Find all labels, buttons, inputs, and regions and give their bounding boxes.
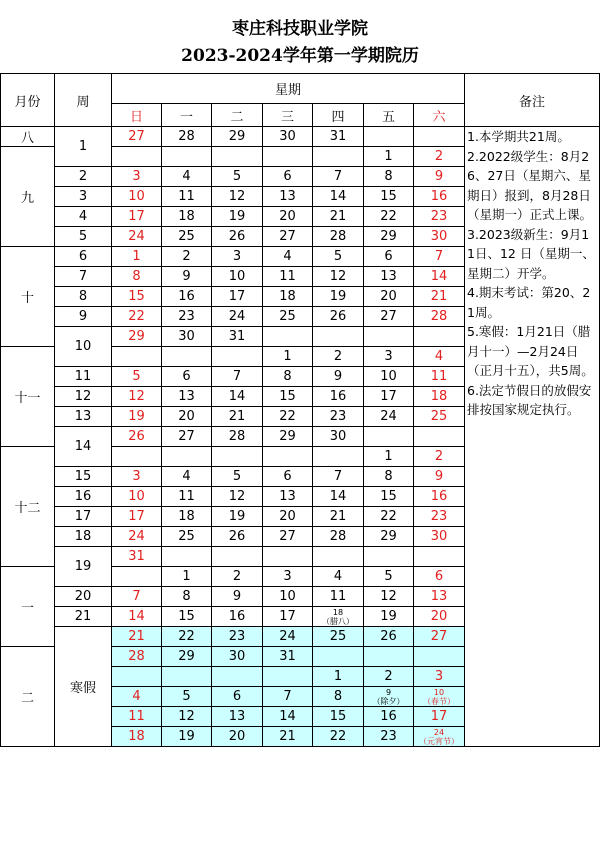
day-cell <box>414 427 465 447</box>
day-cell: 4 <box>414 347 465 367</box>
week-cell: 13 <box>55 407 112 427</box>
day-cell: 1 <box>263 347 313 367</box>
day-cell: 11 <box>162 187 212 207</box>
day-cell: 26 <box>313 307 364 327</box>
day-header-wed: 三 <box>263 104 313 127</box>
week-cell: 2 <box>55 167 112 187</box>
day-cell: 22 <box>364 507 414 527</box>
day-cell <box>263 547 313 567</box>
week-cell: 7 <box>55 267 112 287</box>
day-cell: 11 <box>162 487 212 507</box>
day-cell: 14 <box>263 707 313 727</box>
day-cell: 25 <box>263 307 313 327</box>
day-cell: 2 <box>162 247 212 267</box>
day-cell: 29 <box>263 427 313 447</box>
note-item: 1.本学期共21周。 <box>467 129 570 144</box>
day-cell: 9 <box>212 587 263 607</box>
day-cell: 17 <box>414 707 465 727</box>
note-item: 4.期末考试：第20、21周。 <box>467 285 591 320</box>
day-cell: 16 <box>162 287 212 307</box>
day-cell <box>212 447 263 467</box>
day-cell: 15 <box>364 487 414 507</box>
day-cell: 11 <box>112 707 162 727</box>
day-cell <box>112 567 162 587</box>
day-cell: 27 <box>364 307 414 327</box>
day-cell: 11 <box>414 367 465 387</box>
day-cell: 9 （除夕） <box>364 687 414 707</box>
day-cell: 17 <box>364 387 414 407</box>
day-cell: 6 <box>263 167 313 187</box>
day-cell: 7 <box>414 247 465 267</box>
day-cell: 23 <box>364 727 414 747</box>
month-cell: 十二 <box>1 447 55 567</box>
day-cell <box>112 147 162 167</box>
day-cell: 19 <box>364 607 414 627</box>
day-cell <box>162 147 212 167</box>
day-cell: 27 <box>263 227 313 247</box>
day-cell: 6 <box>162 367 212 387</box>
day-cell: 28 <box>313 527 364 547</box>
day-cell: 28 <box>162 127 212 147</box>
day-cell: 3 <box>212 247 263 267</box>
day-cell: 17 <box>212 287 263 307</box>
day-cell: 6 <box>263 467 313 487</box>
week-cell: 19 <box>55 547 112 587</box>
week-cell: 1 <box>55 127 112 167</box>
day-cell <box>313 327 364 347</box>
day-cell: 10 <box>263 587 313 607</box>
day-cell: 21 <box>313 207 364 227</box>
day-cell: 26 <box>212 527 263 547</box>
day-cell: 27 <box>112 127 162 147</box>
week-cell: 21 <box>55 607 112 627</box>
day-cell: 10 <box>112 187 162 207</box>
day-cell: 18 （腊八） <box>313 607 364 627</box>
day-cell <box>212 667 263 687</box>
week-cell: 14 <box>55 427 112 467</box>
day-cell <box>212 147 263 167</box>
day-cell <box>212 347 263 367</box>
day-cell: 14 <box>313 187 364 207</box>
day-cell <box>414 127 465 147</box>
day-cell <box>313 447 364 467</box>
day-cell <box>364 647 414 667</box>
day-cell: 13 <box>263 187 313 207</box>
day-cell: 27 <box>162 427 212 447</box>
month-cell: 二 <box>1 647 55 747</box>
day-cell: 31 <box>263 647 313 667</box>
day-cell: 9 <box>414 167 465 187</box>
day-cell: 8 <box>112 267 162 287</box>
day-cell: 27 <box>263 527 313 547</box>
winter-break-cell: 寒假 <box>55 627 112 747</box>
day-cell: 10 <box>364 367 414 387</box>
day-cell: 24 <box>112 527 162 547</box>
day-cell: 13 <box>263 487 313 507</box>
day-cell: 7 <box>112 587 162 607</box>
week-cell: 11 <box>55 367 112 387</box>
week-cell: 6 <box>55 247 112 267</box>
day-cell: 26 <box>212 227 263 247</box>
day-cell: 5 <box>112 367 162 387</box>
day-cell: 24 <box>212 307 263 327</box>
day-cell: 11 <box>263 267 313 287</box>
day-cell: 7 <box>313 167 364 187</box>
day-cell: 2 <box>364 667 414 687</box>
week-cell: 15 <box>55 467 112 487</box>
week-cell: 3 <box>55 187 112 207</box>
day-cell: 23 <box>313 407 364 427</box>
day-cell: 13 <box>212 707 263 727</box>
day-cell: 4 <box>162 167 212 187</box>
day-cell: 20 <box>414 607 465 627</box>
day-cell: 1 <box>313 667 364 687</box>
day-cell: 10 <box>212 267 263 287</box>
day-cell: 20 <box>212 727 263 747</box>
day-cell: 8 <box>364 167 414 187</box>
day-cell: 31 <box>112 547 162 567</box>
day-cell: 15 <box>162 607 212 627</box>
day-cell <box>313 547 364 567</box>
day-cell: 13 <box>162 387 212 407</box>
day-cell: 14 <box>212 387 263 407</box>
day-cell: 4 <box>112 687 162 707</box>
day-cell: 30 <box>313 427 364 447</box>
day-cell: 24 <box>364 407 414 427</box>
day-cell: 12 <box>313 267 364 287</box>
weekday-group-header: 星期 <box>112 74 465 104</box>
day-cell <box>263 147 313 167</box>
day-cell: 14 <box>313 487 364 507</box>
day-cell <box>414 647 465 667</box>
day-cell <box>112 667 162 687</box>
day-cell: 18 <box>162 507 212 527</box>
week-cell: 17 <box>55 507 112 527</box>
day-cell: 30 <box>414 527 465 547</box>
day-cell: 21 <box>212 407 263 427</box>
day-cell: 21 <box>263 727 313 747</box>
day-cell: 1 <box>162 567 212 587</box>
day-cell: 1 <box>112 247 162 267</box>
day-cell: 30 <box>263 127 313 147</box>
day-cell: 10 <box>112 487 162 507</box>
day-cell: 31 <box>212 327 263 347</box>
day-cell: 28 <box>313 227 364 247</box>
day-cell <box>364 127 414 147</box>
day-cell: 16 <box>313 387 364 407</box>
day-cell <box>162 667 212 687</box>
day-cell: 29 <box>364 527 414 547</box>
day-cell: 28 <box>212 427 263 447</box>
day-cell: 5 <box>313 247 364 267</box>
day-cell: 31 <box>313 127 364 147</box>
day-cell: 14 <box>112 607 162 627</box>
day-cell: 17 <box>112 207 162 227</box>
day-cell: 25 <box>414 407 465 427</box>
day-cell: 7 <box>212 367 263 387</box>
day-cell <box>263 667 313 687</box>
day-cell: 18 <box>414 387 465 407</box>
day-cell: 3 <box>112 467 162 487</box>
day-cell <box>212 547 263 567</box>
month-cell: 一 <box>1 567 55 647</box>
day-cell: 7 <box>313 467 364 487</box>
day-cell: 24 <box>112 227 162 247</box>
day-cell: 28 <box>112 647 162 667</box>
day-cell <box>364 547 414 567</box>
day-cell: 19 <box>112 407 162 427</box>
day-cell: 23 <box>414 207 465 227</box>
day-cell: 29 <box>212 127 263 147</box>
day-cell: 3 <box>263 567 313 587</box>
week-cell: 18 <box>55 527 112 547</box>
day-cell <box>263 327 313 347</box>
day-cell: 16 <box>364 707 414 727</box>
day-cell: 18 <box>162 207 212 227</box>
day-cell: 21 <box>313 507 364 527</box>
day-cell: 6 <box>364 247 414 267</box>
day-cell: 22 <box>364 207 414 227</box>
day-cell <box>364 327 414 347</box>
day-cell: 27 <box>414 627 465 647</box>
day-header-tue: 二 <box>212 104 263 127</box>
day-cell: 22 <box>313 727 364 747</box>
day-cell: 1 <box>364 447 414 467</box>
day-cell: 29 <box>112 327 162 347</box>
week-cell: 12 <box>55 387 112 407</box>
day-cell: 25 <box>162 527 212 547</box>
day-cell <box>263 447 313 467</box>
day-cell: 6 <box>212 687 263 707</box>
day-cell: 9 <box>313 367 364 387</box>
day-cell <box>313 147 364 167</box>
day-cell: 20 <box>263 207 313 227</box>
day-cell: 26 <box>364 627 414 647</box>
day-cell: 13 <box>414 587 465 607</box>
note-item: 2.2022级学生：8月26、27日（星期六、星期日）报到，8月28日（星期一）正式上课。 <box>467 148 593 222</box>
note-item: 5.寒假：1月21日（腊月十一）—2月24日（正月十五），共5周。 <box>467 324 594 378</box>
day-cell: 15 <box>364 187 414 207</box>
day-cell: 30 <box>414 227 465 247</box>
day-cell: 28 <box>414 307 465 327</box>
day-cell: 5 <box>364 567 414 587</box>
day-cell: 8 <box>263 367 313 387</box>
day-cell: 22 <box>162 627 212 647</box>
week-cell: 9 <box>55 307 112 327</box>
week-cell: 20 <box>55 587 112 607</box>
day-cell: 23 <box>212 627 263 647</box>
day-cell <box>414 547 465 567</box>
calendar-title: 2023-2024学年第一学期院历 <box>181 46 419 66</box>
day-cell: 9 <box>414 467 465 487</box>
day-cell: 8 <box>313 687 364 707</box>
day-cell: 19 <box>212 207 263 227</box>
day-cell: 20 <box>364 287 414 307</box>
day-cell: 10 （春节） <box>414 687 465 707</box>
day-header-sun: 日 <box>112 104 162 127</box>
day-cell: 16 <box>212 607 263 627</box>
notes-header: 备注 <box>465 74 600 127</box>
day-cell <box>112 447 162 467</box>
day-cell: 18 <box>263 287 313 307</box>
day-cell: 20 <box>162 407 212 427</box>
day-cell: 11 <box>313 587 364 607</box>
week-cell: 10 <box>55 327 112 367</box>
month-cell: 十一 <box>1 347 55 447</box>
day-cell: 30 <box>162 327 212 347</box>
day-cell: 18 <box>112 727 162 747</box>
week-cell: 4 <box>55 207 112 227</box>
note-item: 6.法定节假日的放假安排按国家规定执行。 <box>467 382 592 417</box>
day-cell: 23 <box>414 507 465 527</box>
day-header-sat: 六 <box>414 104 465 127</box>
day-cell <box>162 447 212 467</box>
day-cell <box>162 347 212 367</box>
day-cell: 2 <box>212 567 263 587</box>
day-cell: 20 <box>263 507 313 527</box>
day-cell: 22 <box>263 407 313 427</box>
day-cell: 14 <box>414 267 465 287</box>
day-cell <box>162 547 212 567</box>
day-cell: 12 <box>364 587 414 607</box>
week-cell: 8 <box>55 287 112 307</box>
day-cell: 15 <box>263 387 313 407</box>
day-cell: 13 <box>364 267 414 287</box>
day-cell: 4 <box>313 567 364 587</box>
notes-cell <box>465 127 600 747</box>
day-cell: 1 <box>364 147 414 167</box>
day-cell: 15 <box>112 287 162 307</box>
table-row <box>1 127 600 147</box>
day-cell <box>364 427 414 447</box>
day-cell <box>313 647 364 667</box>
day-cell: 6 <box>414 567 465 587</box>
day-cell: 2 <box>414 147 465 167</box>
school-name: 枣庄科技职业学院 <box>232 19 368 39</box>
day-cell: 2 <box>313 347 364 367</box>
day-header-fri: 五 <box>364 104 414 127</box>
day-cell <box>414 327 465 347</box>
day-cell: 4 <box>162 467 212 487</box>
day-cell: 23 <box>162 307 212 327</box>
week-cell: 5 <box>55 227 112 247</box>
day-cell: 3 <box>414 667 465 687</box>
day-cell: 24 <box>263 627 313 647</box>
day-cell: 12 <box>212 487 263 507</box>
day-cell: 12 <box>212 187 263 207</box>
day-cell: 12 <box>112 387 162 407</box>
day-cell: 25 <box>313 627 364 647</box>
day-cell: 29 <box>364 227 414 247</box>
day-cell: 19 <box>313 287 364 307</box>
day-cell: 3 <box>364 347 414 367</box>
month-header: 月份 <box>1 74 55 127</box>
day-cell: 19 <box>212 507 263 527</box>
day-cell: 16 <box>414 187 465 207</box>
day-cell: 3 <box>112 167 162 187</box>
day-cell: 12 <box>162 707 212 727</box>
day-cell: 21 <box>414 287 465 307</box>
day-cell: 9 <box>162 267 212 287</box>
day-cell: 4 <box>263 247 313 267</box>
day-cell: 2 <box>414 447 465 467</box>
day-cell: 8 <box>162 587 212 607</box>
day-cell: 29 <box>162 647 212 667</box>
day-cell: 5 <box>212 467 263 487</box>
day-cell: 26 <box>112 427 162 447</box>
month-cell: 十 <box>1 247 55 347</box>
day-cell: 17 <box>112 507 162 527</box>
day-cell: 25 <box>162 227 212 247</box>
day-cell: 30 <box>212 647 263 667</box>
day-cell: 8 <box>364 467 414 487</box>
month-cell: 九 <box>1 147 55 247</box>
day-cell <box>112 347 162 367</box>
academic-calendar-table <box>0 73 600 747</box>
day-cell: 15 <box>313 707 364 727</box>
day-cell: 21 <box>112 627 162 647</box>
day-header-thu: 四 <box>313 104 364 127</box>
day-cell: 17 <box>263 607 313 627</box>
month-cell: 八 <box>1 127 55 147</box>
day-header-mon: 一 <box>162 104 212 127</box>
day-cell: 22 <box>112 307 162 327</box>
day-cell: 16 <box>414 487 465 507</box>
day-cell: 5 <box>162 687 212 707</box>
day-cell: 19 <box>162 727 212 747</box>
day-cell: 5 <box>212 167 263 187</box>
week-cell: 16 <box>55 487 112 507</box>
day-cell: 24 （元宵节） <box>414 727 465 747</box>
day-cell: 7 <box>263 687 313 707</box>
week-header: 周 <box>55 74 112 127</box>
note-item: 3.2023级新生：9月11日、12 日（星期一、星期二）开学。 <box>467 226 595 281</box>
